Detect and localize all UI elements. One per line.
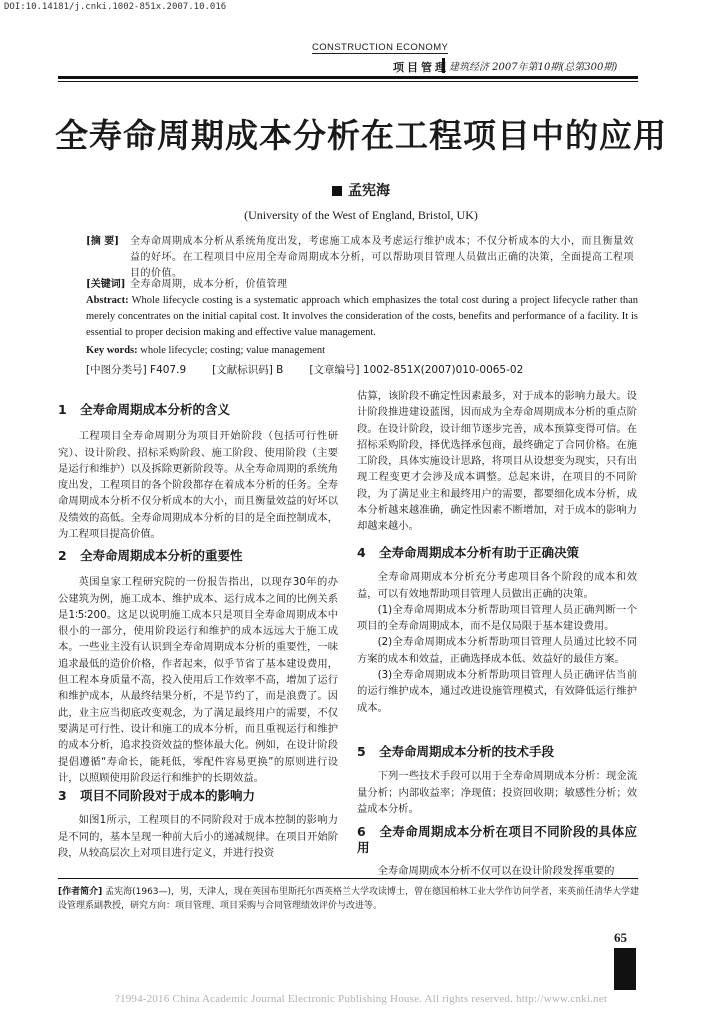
- author-marker-icon: [332, 186, 342, 196]
- section-5-heading: [357, 744, 637, 760]
- section-4: [357, 545, 637, 716]
- section-2-num: 2: [58, 548, 67, 563]
- header-rule-thick: [58, 76, 638, 79]
- section-4-paragraph-4: (3)全寿命周期成本分析帮助项目管理人员正确评估当前的运行维护成本，通过改进设施管理模式，有效降低运行维护成本。: [357, 669, 637, 714]
- section-4-paragraph-1: 全寿命周期成本分析充分考虑项目各个阶段的成本和效益，可以有效地帮助项目管理人员做出正确的决策。: [357, 571, 637, 600]
- section-6-paragraph: 全寿命周期成本分析不仅可以在设计阶段发挥重要的: [377, 864, 615, 877]
- section-4-heading: [357, 545, 637, 561]
- section-3-title: 项目不同阶段对于成本的影响力: [80, 788, 256, 803]
- article-number: [文章编号] 1002-851X(2007)010-0065-02: [309, 364, 524, 376]
- section-1-title: 全寿命周期成本分析的含义: [80, 402, 231, 417]
- classification-line: [86, 362, 549, 377]
- keywords-en: [86, 345, 325, 356]
- section-5-num: 5: [357, 744, 366, 759]
- section-6-heading: [357, 824, 637, 857]
- copyright-footer: ?1994-2016 China Academic Journal Electronic Publishing House. All rights reserved. http://www.cnki.net: [114, 993, 608, 1005]
- author-name: 孟宪海: [348, 183, 390, 199]
- footnote-text: 孟宪海(1963—)，男，天津人，现在英国布里斯托尔西英格兰大学攻读博士，曾在德国柏林工业大学作访问学者，来英前任清华大学建设管理系副教授，研究方向：项目管理、项目采购与合同管理绩效评价与改进等。: [58, 887, 640, 911]
- section-1-heading: [58, 402, 338, 418]
- section-6-num: 6: [357, 824, 366, 839]
- page-number: 65: [614, 930, 627, 945]
- footnote-label: [作者简介]: [58, 887, 103, 897]
- paper-title: 全寿命周期成本分析在工程项目中的应用: [55, 116, 667, 155]
- abstract-en-label: Abstract:: [86, 295, 129, 306]
- journal-name-en-text: CONSTRUCTION ECONOMY: [312, 42, 449, 53]
- section-3-continued: [357, 388, 637, 535]
- document-code: [文献标识码] B: [212, 364, 284, 376]
- footnote-rule: [58, 878, 638, 879]
- section-6-title: 全寿命周期成本分析在项目不同阶段的具体应用: [357, 824, 637, 856]
- section-5-title: 全寿命周期成本分析的技术手段: [379, 744, 555, 759]
- keywords-en-text: whole lifecycle; costing; value management: [140, 345, 326, 356]
- section-3-heading: [58, 788, 338, 804]
- section-1-paragraph: 工程项目全寿命周期分为项目开始阶段（包括可行性研究）、设计阶段、招标采购阶段、施工阶段、使用阶段（主要是运行和维护）以及拆除更新阶段等。从全寿命周期的系统角度出发，工程项目的各个阶段都存在着成本分析的任务。全寿命周期成本分析不仅分析成本的大小，而且衡量效益的好坏以及绩效的高低。全寿命周期成本分析的目的是全面控制成本，为工程项目提高价值。: [58, 430, 338, 541]
- section-5: [357, 744, 637, 817]
- issue-info: 建筑经济 2007年第10期(总第300期): [442, 58, 617, 73]
- section-3-continued-paragraph: 估算，该阶段不确定性因素最多，对于成本的影响力最大。设计阶段推进建设蓝图，因而成为全寿命周期成本分析的重点阶段。在设计阶段，设计细节逐步完善，成本预算变得可信。在招标采购阶段，择优选择承包商，最终确定了合同价格。在施工阶段，具体实施设计思路，将项目从设想变为现实，只有出现工程变更才会涉及成本调整。总起来讲，在项目的不同阶段，为了满足业主和最终用户的需要，都要细化成本分析，成本分析越来越准确，确定性因素不断增加，对于成本的影响力却越来越小。: [357, 390, 637, 533]
- abstract-en: [86, 293, 638, 341]
- keywords-cn: [86, 277, 641, 293]
- keywords-cn-label: [关键词]: [86, 279, 126, 290]
- section-2-heading: [58, 548, 338, 564]
- section-4-title: 全寿命周期成本分析有助于正确决策: [379, 545, 580, 560]
- page-edge-bar: [614, 948, 636, 990]
- abstract-cn-text: 全寿命周期成本分析从系统角度出发，考虑施工成本及考虑运行维护成本；不仅分析成本的大小，而且衡量效益的好坏。在工程项目中应用全寿命周期成本分析，可以帮助项目管理人员做出正确的决策，全面提高工程项目的价值。: [130, 236, 634, 279]
- section-3: [58, 788, 338, 861]
- section-3-paragraph: 如图1所示，工程项目的不同阶段对于成本控制的影响力是不同的，基本呈现一种前大后小的递减规律。在项目开始阶段，从较高层次上对项目进行定义，并进行投资: [58, 814, 338, 859]
- abstract-en-text: Whole lifecycle costing is a systematic approach which emphasizes the total cost during a project lifecycle rather than merely concentrates on the initial capital cost. It involves the consideration of the costs, benefits and performance of a facility. It is essential to proper decision making and effective value management.: [86, 295, 639, 338]
- section-5-paragraph: 下列一些技术手段可以用于全寿命周期成本分析：现金流量分析；内部收益率；净现值；投资回收期；敏感性分析；效益成本分析。: [357, 770, 637, 815]
- clc-number: [中图分类号] F407.9: [86, 364, 187, 376]
- abstract-cn-label: [摘 要]: [86, 236, 119, 247]
- header-rule-thin: [58, 81, 638, 82]
- section-4-num: 4: [357, 545, 366, 560]
- section-1-num: 1: [58, 402, 67, 417]
- keywords-cn-text: 全寿命周期，成本分析，价值管理: [130, 279, 288, 290]
- section-label: 项目管理: [393, 61, 449, 74]
- section-2: [58, 548, 338, 786]
- section-1: [58, 402, 338, 542]
- author-footnote: [58, 885, 643, 913]
- section-4-paragraph-3: (2)全寿命周期成本分析帮助项目管理人员通过比较不同方案的成本和效益，正确选择成本低、效益好的最佳方案。: [357, 636, 637, 665]
- section-3-num: 3: [58, 788, 67, 803]
- section-2-paragraph: 英国皇家工程研究院的一份报告指出，以现存30年的办公建筑为例，施工成本、维护成本、运行成本之间的比例关系是1∶5∶200。这足以说明施工成本只是项目全寿命周期成本中很小的一部分，使用阶段运行和维护的成本远远大于施工成本。一些业主没有认识到全寿命周期成本分析的重要性，一味追求最低的造价价格，作者起来，似乎节省了基本建设费用，但工程本身质量不高，投入使用后工作效率不高，增加了运行和维护成本，从最终结果分析，不是节约了，而是浪费了。因此，业主应当彻底改变观念，为了满足最终用户的需要，不仅要满足可行性、设计和施工的成本分析，而且重视运行和维护的成本分析，追求投资效益的整体最大化。例如，在设计阶段提倡遵循“寿命长，能耗低，零配件容易更换”的原则进行设计，以照顾使用阶段运行和维护的长期效益。: [58, 576, 338, 784]
- section-6: [357, 824, 637, 879]
- author-line: [0, 180, 722, 200]
- journal-name-en: [312, 42, 448, 53]
- section-4-paragraph-2: (1)全寿命周期成本分析帮助项目管理人员正确判断一个项目的全寿命周期成本，而不是仅局限于基本建设费用。: [357, 603, 637, 633]
- abstract-cn: [86, 234, 641, 282]
- affiliation: (University of the West of England, Bristol, UK): [244, 208, 478, 222]
- doi-line: DOI:10.14181/j.cnki.1002-851x.2007.10.016: [4, 2, 227, 12]
- section-2-title: 全寿命周期成本分析的重要性: [80, 548, 243, 563]
- keywords-en-label: Key words:: [86, 345, 138, 356]
